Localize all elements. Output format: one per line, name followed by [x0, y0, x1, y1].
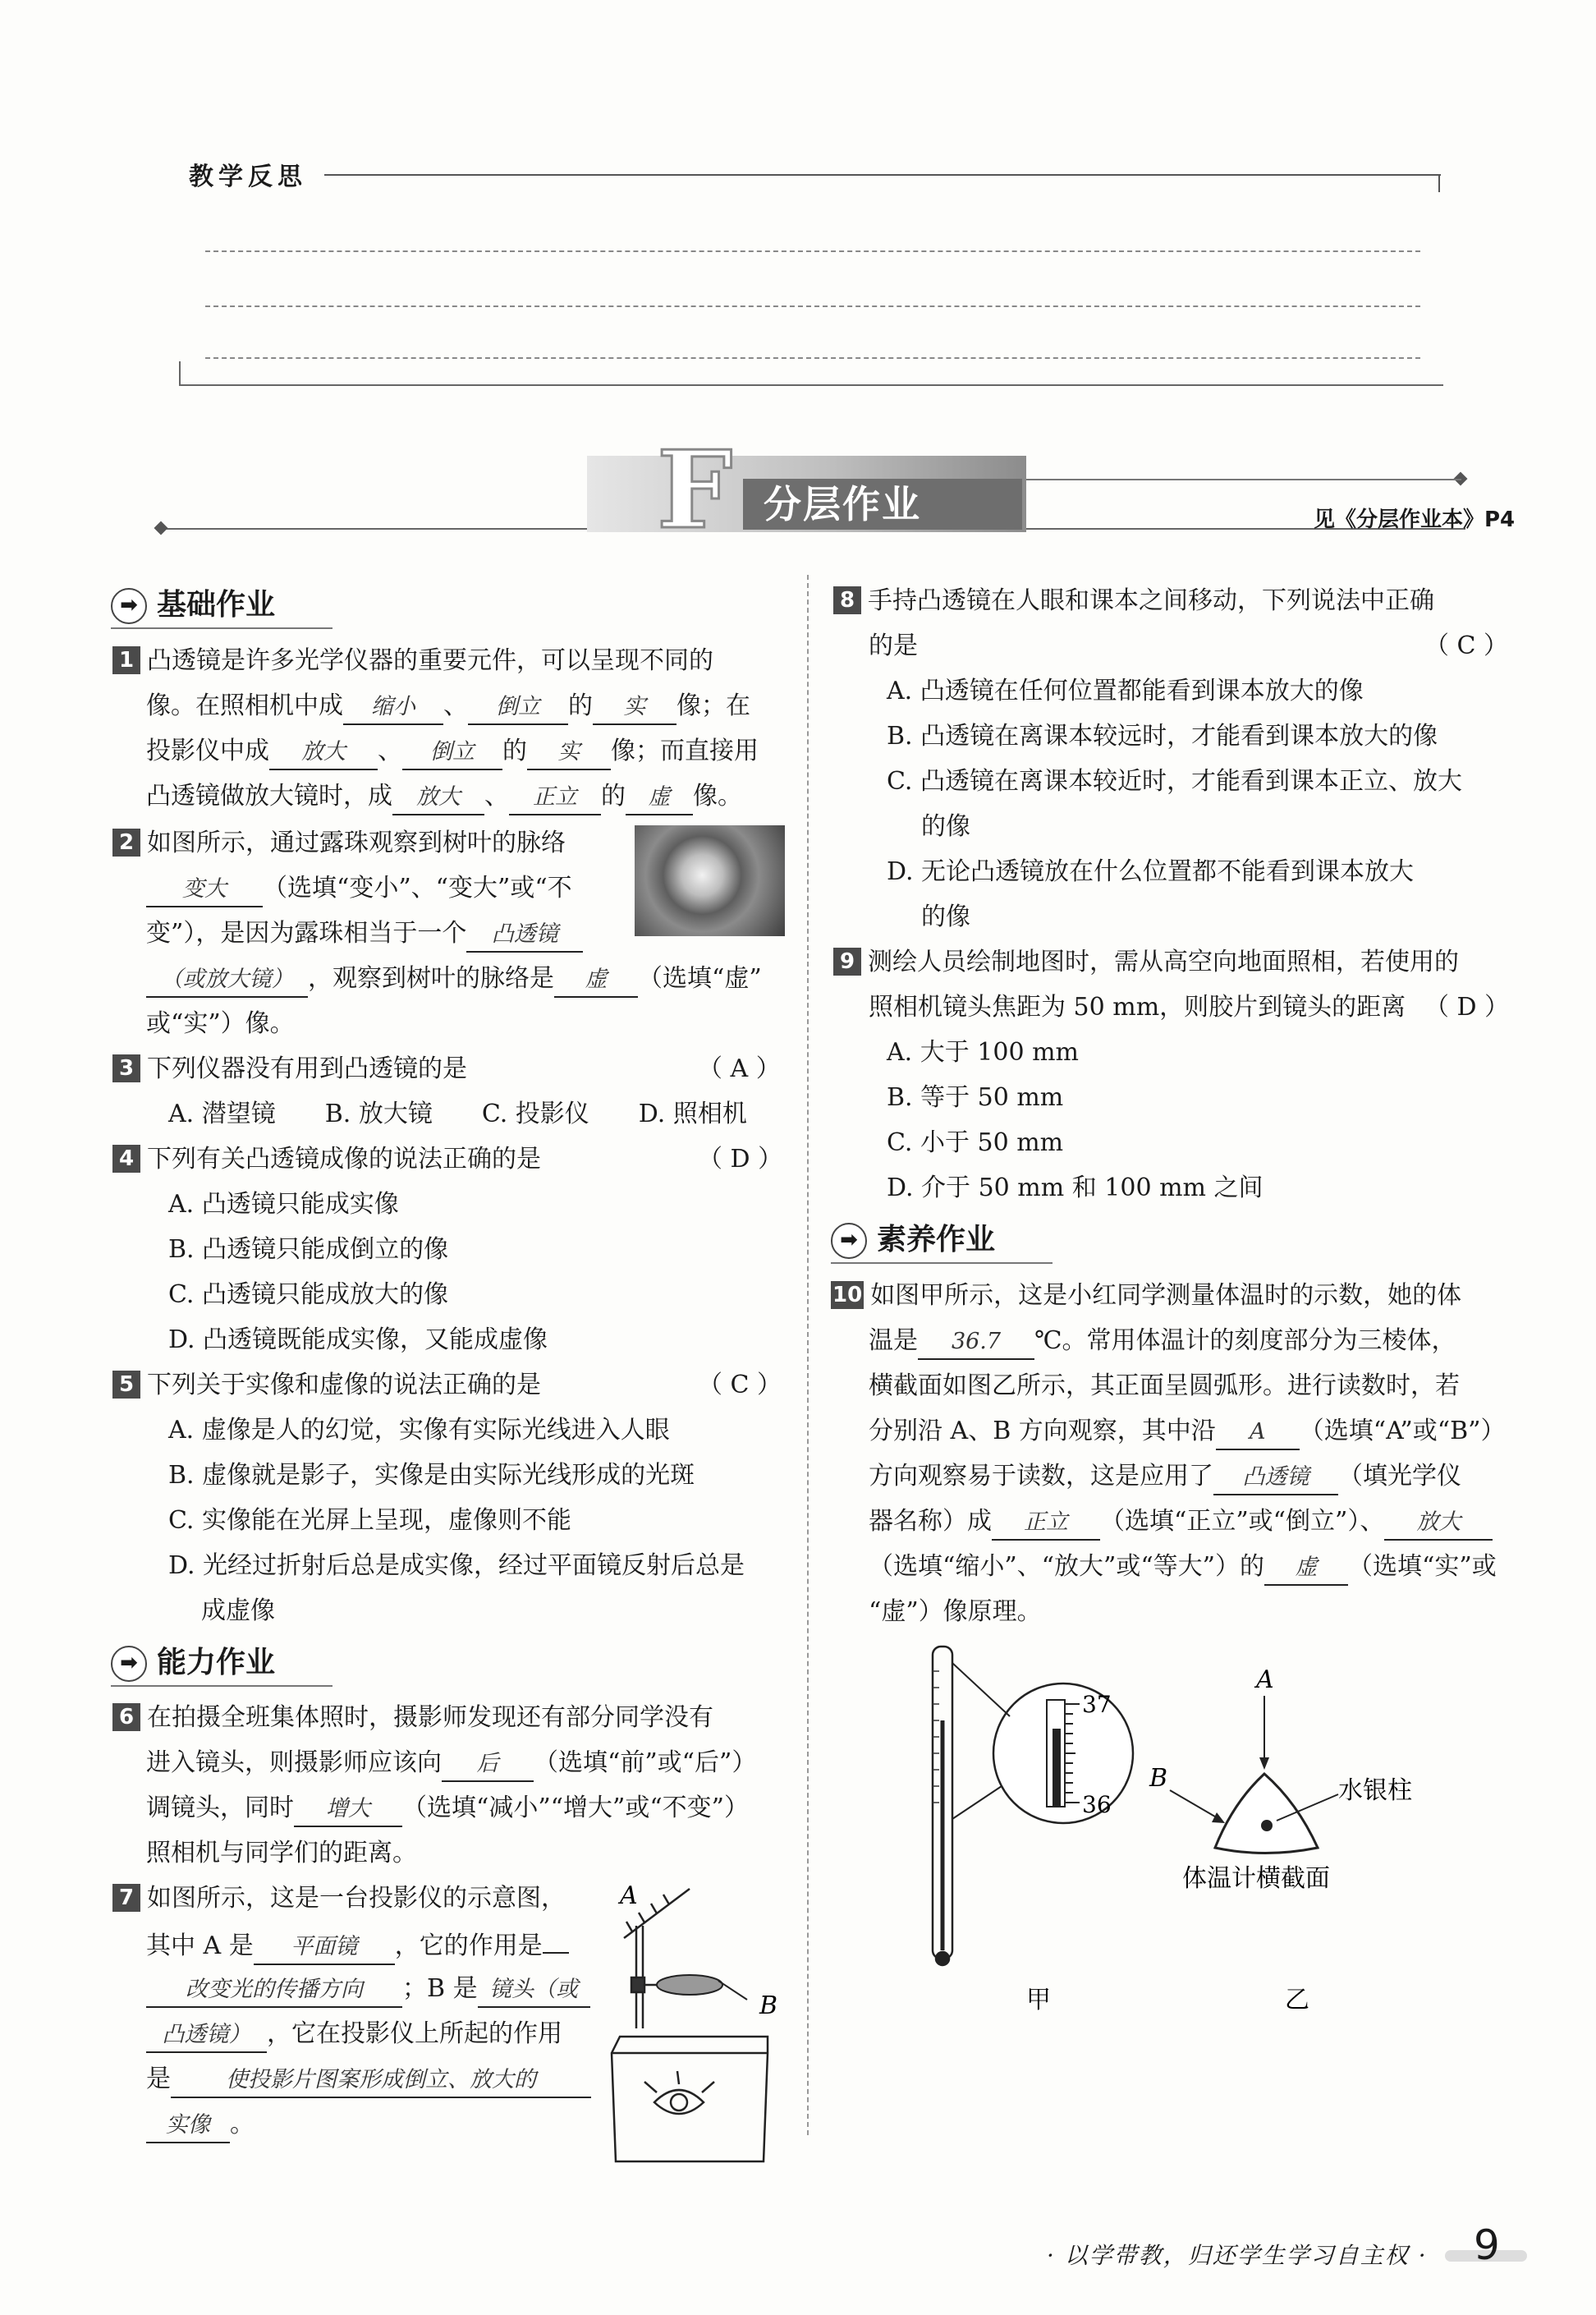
q1-text: 像；在 [676, 691, 750, 720]
q2-answer-2a: 凸透镜 [466, 918, 583, 953]
q7-answer-1: 平面镜 [254, 1931, 395, 1965]
question-number: 8 [833, 586, 861, 614]
q2-answer-3: 虚 [554, 963, 638, 998]
q10-line-6 [869, 1505, 1493, 1541]
q10-line-4 [869, 1415, 1505, 1450]
q3-stem [112, 1053, 467, 1086]
q8-line-1 [833, 585, 1434, 618]
q6-line-2 [146, 1747, 756, 1782]
lens-ellipse [657, 1975, 722, 1995]
banner-rule-dot [154, 521, 168, 535]
question-number: 3 [112, 1054, 140, 1082]
q9-line-1 [833, 946, 1459, 979]
q1-text: 凸透镜是许多光学仪器的重要元件，可以呈现不同的 [147, 646, 713, 675]
q2-text: ，观察到树叶的脉络是 [308, 964, 554, 993]
q7-text: ，它的作用是 [394, 1931, 543, 1960]
q7-text: ，它在投影仪上所起的作用 [267, 2019, 562, 2048]
page-number: 9 [1474, 2221, 1500, 2269]
q5-stem [112, 1369, 541, 1402]
q10-line-7 [869, 1550, 1497, 1586]
q6-text: （选填“减小”“增大”或“不变”） [402, 1794, 750, 1822]
q6-text: 调镜头，同时 [146, 1794, 294, 1822]
q7-answer-3a: 镜头（或 [478, 1973, 590, 2008]
q10-text: 如图甲所示，这是小红同学测量体温时的示数，她的体 [870, 1281, 1462, 1310]
q10-answer-3: 凸透镜 [1213, 1461, 1338, 1495]
q9-line-2: 照相机镜头焦距为 50 mm，则胶片到镜头的距离 [869, 993, 1406, 1022]
q4-answer: （ D ） [698, 1145, 783, 1174]
question-number: 10 [832, 1283, 863, 1307]
q10-line-2 [869, 1325, 1456, 1360]
q7-line-2 [146, 1927, 569, 1965]
direction-a-label: A [1256, 1665, 1274, 1694]
q9-option-d: D. 介于 50 mm 和 100 mm 之间 [887, 1174, 1264, 1202]
q6-text: 在拍摄全班集体照时，摄影师发现还有部分同学没有 [147, 1703, 713, 1732]
q8-option-d-2: 的像 [921, 903, 970, 931]
q2-text: 如图所示，通过露珠观察到树叶的脉络 [147, 829, 566, 857]
question-number: 1 [112, 646, 140, 674]
q7-answer-4b: 实像 [146, 2109, 230, 2143]
section-basic-label: 基础作业 [157, 588, 276, 622]
section-underline [111, 627, 332, 629]
q7-text: 如图所示，这是一台投影仪的示意图， [147, 1884, 566, 1913]
q2-line-3 [146, 917, 583, 953]
q2-line-2 [146, 872, 572, 907]
q1-line-2 [146, 690, 750, 725]
q10-text: （选填“正立”或“倒立”）、 [1100, 1507, 1385, 1536]
q1-answer-8: 正立 [509, 781, 601, 815]
q1-text: 、 [443, 691, 468, 720]
q8-option-a: A. 凸透镜在任何位置都能看到课本放大的像 [887, 677, 1364, 705]
q2-text: （选填“变小”、“变大”或“不 [263, 874, 572, 903]
q10-answer-4: 正立 [992, 1506, 1100, 1541]
q10-text: （选填“缩小”、“放大”或“等大”）的 [869, 1552, 1265, 1581]
q7-text: 。 [230, 2110, 255, 2138]
q4-option-d: D. 凸透镜既能成实像，又能成虚像 [168, 1325, 548, 1354]
question-number: 5 [112, 1371, 140, 1399]
mercury-dot [1261, 1820, 1273, 1831]
arrow-head-icon [1212, 1812, 1225, 1823]
q7-line-1 [112, 1882, 566, 1915]
q5-option-a: A. 虚像是人的幻觉，实像有实际光线进入人眼 [168, 1416, 670, 1445]
question-number: 2 [112, 829, 140, 857]
q4-stem [112, 1143, 541, 1176]
footer-slogan: · 以学带教，归还学生学习自主权 · [1047, 2242, 1428, 2269]
q10-answer-2: A [1216, 1416, 1300, 1450]
banner-letter: F [657, 427, 733, 553]
thermometer-figure [911, 1638, 1552, 2024]
q8-line-2: 的是 [869, 632, 918, 660]
q10-line-3: 横截面如图乙所示，其正面呈圆弧形。进行读数时，若 [869, 1371, 1460, 1400]
q1-answer-5: 倒立 [402, 736, 502, 770]
q1-text: 的 [568, 691, 593, 720]
q7-answer-3b: 凸透镜） [146, 2019, 267, 2053]
q7-line-5 [146, 2063, 591, 2098]
arrow-right-icon: ➡ [111, 1646, 147, 1682]
q6-text: 进入镜头，则摄影师应该向 [146, 1748, 442, 1777]
section-ability-label: 能力作业 [157, 1646, 276, 1679]
q10-line-1 [831, 1279, 1461, 1312]
q1-text: 的 [601, 782, 626, 811]
q2-answer-1: 变大 [146, 873, 263, 907]
q8-option-d-1: D. 无论凸透镜放在什么位置都不能看到课本放大 [887, 857, 1415, 886]
section-literacy-label: 素养作业 [877, 1223, 996, 1256]
q5-option-b: B. 虚像就是影子，实像是由实际光线形成的光斑 [168, 1461, 695, 1490]
q7-answer-blank-lead [543, 1927, 569, 1954]
q7-text: 其中 A 是 [146, 1931, 254, 1960]
reflection-writing-line [205, 305, 1420, 307]
q10-text: 方向观察易于读数，这是应用了 [869, 1462, 1213, 1491]
tick-label-36: 36 [1082, 1791, 1112, 1818]
q9-text: 测绘人员绘制地图时，需从高空向地面照相，若使用的 [868, 948, 1459, 976]
q6-text: （选填“前”或“后”） [534, 1748, 757, 1777]
figure-yi-label: 乙 [1285, 1986, 1309, 2014]
arrow-right-icon: ➡ [111, 588, 147, 624]
q7-answer-4a: 使投影片图案形成倒立、放大的 [171, 2064, 591, 2098]
magnifier-pointer [952, 1663, 1010, 1716]
question-number: 7 [112, 1884, 140, 1912]
magnified-mercury [1053, 1729, 1061, 1807]
question-number: 6 [112, 1703, 140, 1731]
dewdrop-on-leaf-photo [635, 825, 785, 936]
q6-line-3 [146, 1792, 749, 1827]
q5-answer: （ C ） [698, 1371, 782, 1399]
q6-line-4: 照相机与同学们的距离。 [146, 1839, 417, 1867]
q4-text: 下列有关凸透镜成像的说法正确的是 [147, 1145, 541, 1174]
q7-line-3 [146, 1973, 590, 2008]
q4-option-c: C. 凸透镜只能成放大的像 [168, 1280, 448, 1309]
q6-answer-2: 增大 [294, 1793, 402, 1827]
q1-text: 投影仪中成 [146, 737, 269, 765]
q10-text: 分别沿 A、B 方向观察，其中沿 [869, 1417, 1216, 1445]
banner-rule-upper [1026, 479, 1461, 480]
q10-answer-6: 虚 [1264, 1551, 1348, 1586]
q2-line-5: 或“实”）像。 [146, 1009, 295, 1038]
q10-text: ℃。常用体温计的刻度部分为三棱体， [1034, 1326, 1456, 1355]
q10-answer-5: 放大 [1384, 1506, 1493, 1541]
q7-line-4 [146, 2018, 562, 2053]
q1-text: 像；而直接用 [611, 737, 759, 765]
q10-answer-1: 36.7 [918, 1325, 1034, 1360]
column-divider [807, 575, 809, 2135]
section-underline [831, 1262, 1053, 1264]
cross-section-shape [1215, 1774, 1318, 1853]
question-number: 9 [833, 948, 861, 976]
q1-text: 、 [484, 782, 509, 811]
q1-line-4 [146, 780, 742, 815]
projector-diagram [595, 1881, 800, 2168]
q1-text: 的 [502, 737, 527, 765]
q1-answer-6: 实 [527, 736, 611, 770]
q8-option-c-1: C. 凸透镜在离课本较近时，才能看到课本正立、放大 [887, 767, 1462, 796]
banner-title: 分层作业 [764, 482, 921, 526]
magnifier-pointer [952, 1786, 1002, 1819]
cross-section-caption: 体温计横截面 [1182, 1864, 1330, 1893]
q8-option-b: B. 凸透镜在离课本较远时，才能看到课本放大的像 [887, 722, 1438, 751]
reflection-title: 教学反思 [189, 163, 307, 191]
arrow-head-icon [1259, 1757, 1269, 1770]
q9-option-c: C. 小于 50 mm [887, 1128, 1064, 1157]
q7-line-6 [146, 2108, 255, 2143]
reflection-box-bottom [179, 384, 1443, 386]
q1-answer-3: 实 [593, 691, 676, 725]
thermometer-body [933, 1647, 952, 1965]
q1-answer-2: 倒立 [468, 691, 568, 725]
q8-text: 手持凸透镜在人眼和课本之间移动，下列说法中正确 [868, 586, 1434, 615]
q1-answer-9: 虚 [626, 781, 693, 815]
q6-line-1 [112, 1702, 713, 1734]
reflection-writing-line [205, 357, 1420, 359]
q1-text: 凸透镜做放大镜时，成 [146, 782, 392, 811]
section-literacy-heading [831, 1220, 995, 1261]
q1-text: 像。在照相机中成 [146, 691, 343, 720]
section-ability-heading [111, 1642, 275, 1683]
lens-pointer [718, 1981, 747, 2000]
label-a: A [620, 1881, 638, 1910]
q5-option-c: C. 实像能在光屏上呈现，虚像则不能 [168, 1506, 571, 1535]
q5-option-d-1: D. 光经过折射后总是成实像，经过平面镜反射后总是 [168, 1551, 745, 1580]
q8-option-c-2: 的像 [921, 812, 970, 841]
q10-text: 温是 [869, 1326, 918, 1355]
q10-text: （选填“实”或 [1348, 1552, 1497, 1581]
q2-line-4 [146, 962, 762, 998]
q4-option-a: A. 凸透镜只能成实像 [168, 1190, 399, 1219]
projector-body [612, 2037, 768, 2161]
section-underline [111, 1685, 332, 1687]
q1-line-3 [146, 735, 759, 770]
q5-text: 下列关于实像和虚像的说法正确的是 [147, 1371, 541, 1399]
q6-answer-1: 后 [442, 1748, 534, 1782]
reflection-writing-line [205, 250, 1420, 252]
q1-answer-1: 缩小 [343, 691, 443, 725]
mercury-label: 水银柱 [1338, 1776, 1412, 1805]
q1-answer-4: 放大 [269, 736, 378, 770]
q2-text: 变”），是因为露珠相当于一个 [146, 919, 467, 948]
question-number: 4 [112, 1145, 140, 1173]
reflection-rule-end [1438, 174, 1440, 192]
q1-text: 、 [378, 737, 402, 765]
q9-option-b: B. 等于 50 mm [887, 1083, 1064, 1112]
arrow-right-icon: ➡ [831, 1223, 867, 1259]
q10-text: （选填“A”或“B”） [1299, 1417, 1506, 1445]
q1-text: 像。 [693, 782, 742, 811]
q9-answer: （ D ） [1424, 993, 1510, 1022]
q8-answer: （ C ） [1424, 632, 1509, 660]
q2-text: （选填“虚” [638, 964, 762, 993]
q1-answer-7: 放大 [392, 781, 484, 815]
q3-answer: （ A ） [698, 1054, 781, 1083]
q7-text: ；B 是 [402, 1974, 478, 2003]
q10-text: 器名称）成 [869, 1507, 992, 1536]
tick-label-37: 37 [1082, 1691, 1112, 1718]
q4-option-b: B. 凸透镜只能成倒立的像 [168, 1235, 449, 1264]
q1-line-1 [112, 645, 713, 678]
q10-line-8: “虚”）像原理。 [869, 1597, 1042, 1626]
q3-text: 下列仪器没有用到凸透镜的是 [147, 1054, 467, 1083]
q2-line-1 [112, 827, 566, 860]
q2-answer-2b: （或放大镜） [146, 963, 308, 998]
direction-b-arrow [1170, 1790, 1219, 1819]
q7-text: 是 [146, 2065, 171, 2093]
q10-line-5 [869, 1460, 1461, 1495]
reflection-box-edge [179, 361, 181, 384]
q10-text: （填光学仪 [1338, 1462, 1461, 1491]
reflection-rule [324, 174, 1441, 176]
figure-jia-label: 甲 [1026, 1986, 1051, 2014]
direction-b-label: B [1149, 1764, 1168, 1793]
q3-options: A. 潜望镜 B. 放大镜 C. 投影仪 D. 照相机 [168, 1100, 747, 1128]
q5-option-d-2: 成虚像 [201, 1596, 275, 1625]
q7-answer-2: 改变光的传播方向 [146, 1973, 402, 2008]
workbook-reference: 见《分层作业本》P4 [1314, 508, 1516, 532]
label-b: B [759, 1991, 778, 2020]
magnified-view-circle [993, 1683, 1133, 1823]
q9-option-a: A. 大于 100 mm [887, 1038, 1079, 1067]
section-basic-heading [111, 585, 275, 626]
